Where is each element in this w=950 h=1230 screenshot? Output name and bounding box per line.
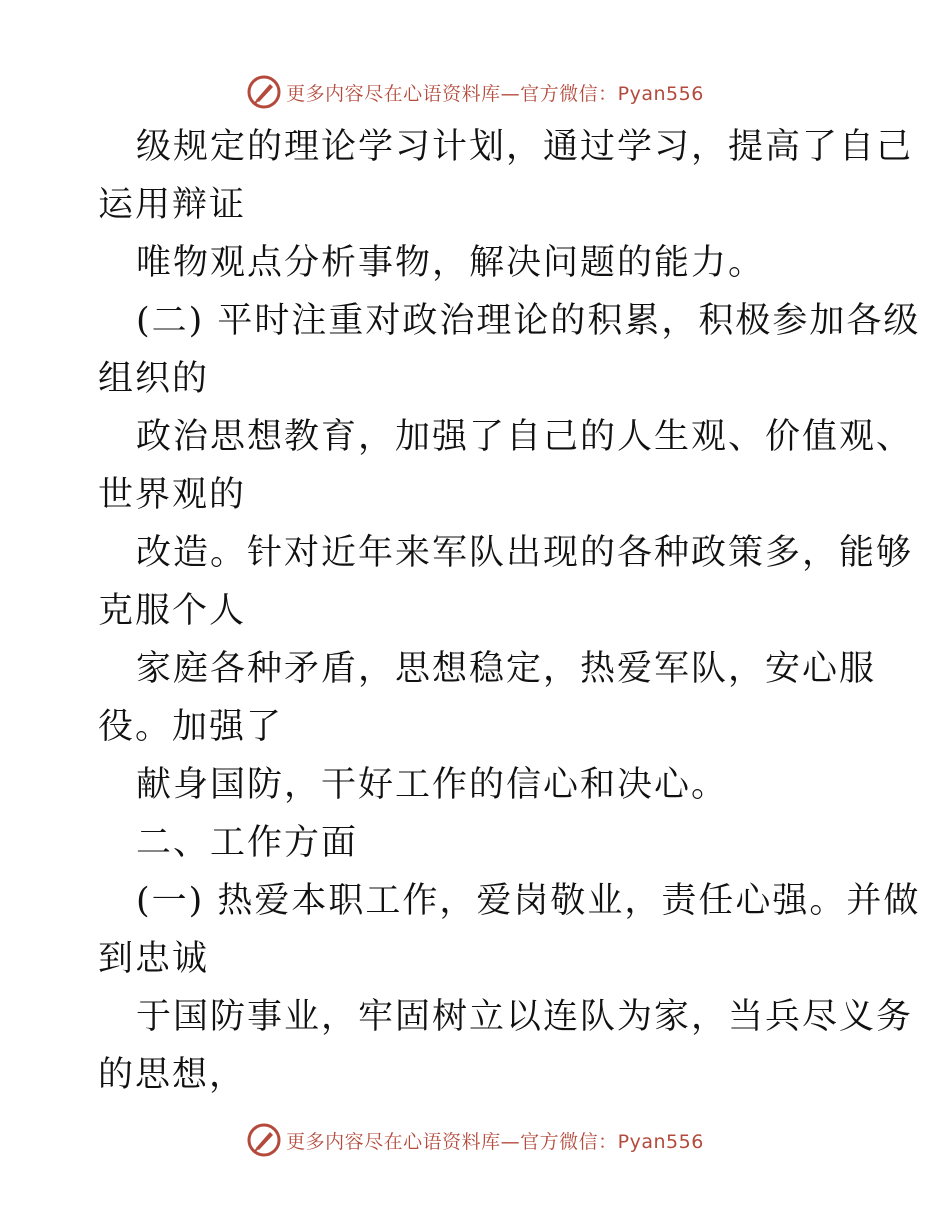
quill-logo-icon bbox=[246, 1122, 282, 1158]
text-line: 到忠诚 bbox=[98, 939, 210, 979]
text-line: 唯物观点分析事物，解决问题的能力。 bbox=[136, 243, 766, 283]
text-line: 运用辩证 bbox=[98, 185, 247, 225]
text-line: 世界观的 bbox=[98, 475, 247, 515]
document-body bbox=[98, 118, 921, 1104]
text-line: 家庭各种矛盾，思想稳定，热爱军队，安心服 bbox=[136, 649, 877, 689]
quill-logo-icon bbox=[246, 74, 282, 110]
text-line: 献身国防，干好工作的信心和决心。 bbox=[136, 765, 729, 805]
text-line: 政治思想教育，加强了自己的人生观、价值观、 bbox=[136, 417, 914, 457]
text-line: 役。加强了 bbox=[98, 707, 284, 747]
text-line: 于国防事业，牢固树立以连队为家，当兵尽义务 bbox=[136, 997, 914, 1037]
text-line: (二) 平时注重对政治理论的积累，积极参加各级 bbox=[136, 301, 921, 341]
header-banner-text: 更多内容尽在心语资料库—官方微信：Pyan556 bbox=[286, 82, 704, 105]
header-banner bbox=[0, 72, 950, 112]
text-line: (一) 热爱本职工作，爱岗敬业，责任心强。并做 bbox=[136, 881, 921, 921]
footer-banner bbox=[0, 1120, 950, 1160]
text-line: 级规定的理论学习计划，通过学习，提高了自己 bbox=[136, 127, 914, 167]
text-line: 的思想， bbox=[98, 1055, 247, 1095]
text-line: 克服个人 bbox=[98, 591, 247, 631]
text-line: 二、工作方面 bbox=[136, 823, 359, 863]
text-line: 组织的 bbox=[98, 359, 210, 399]
text-line: 改造。针对近年来军队出现的各种政策多，能够 bbox=[136, 533, 914, 573]
footer-banner-text: 更多内容尽在心语资料库—官方微信：Pyan556 bbox=[286, 1130, 704, 1153]
